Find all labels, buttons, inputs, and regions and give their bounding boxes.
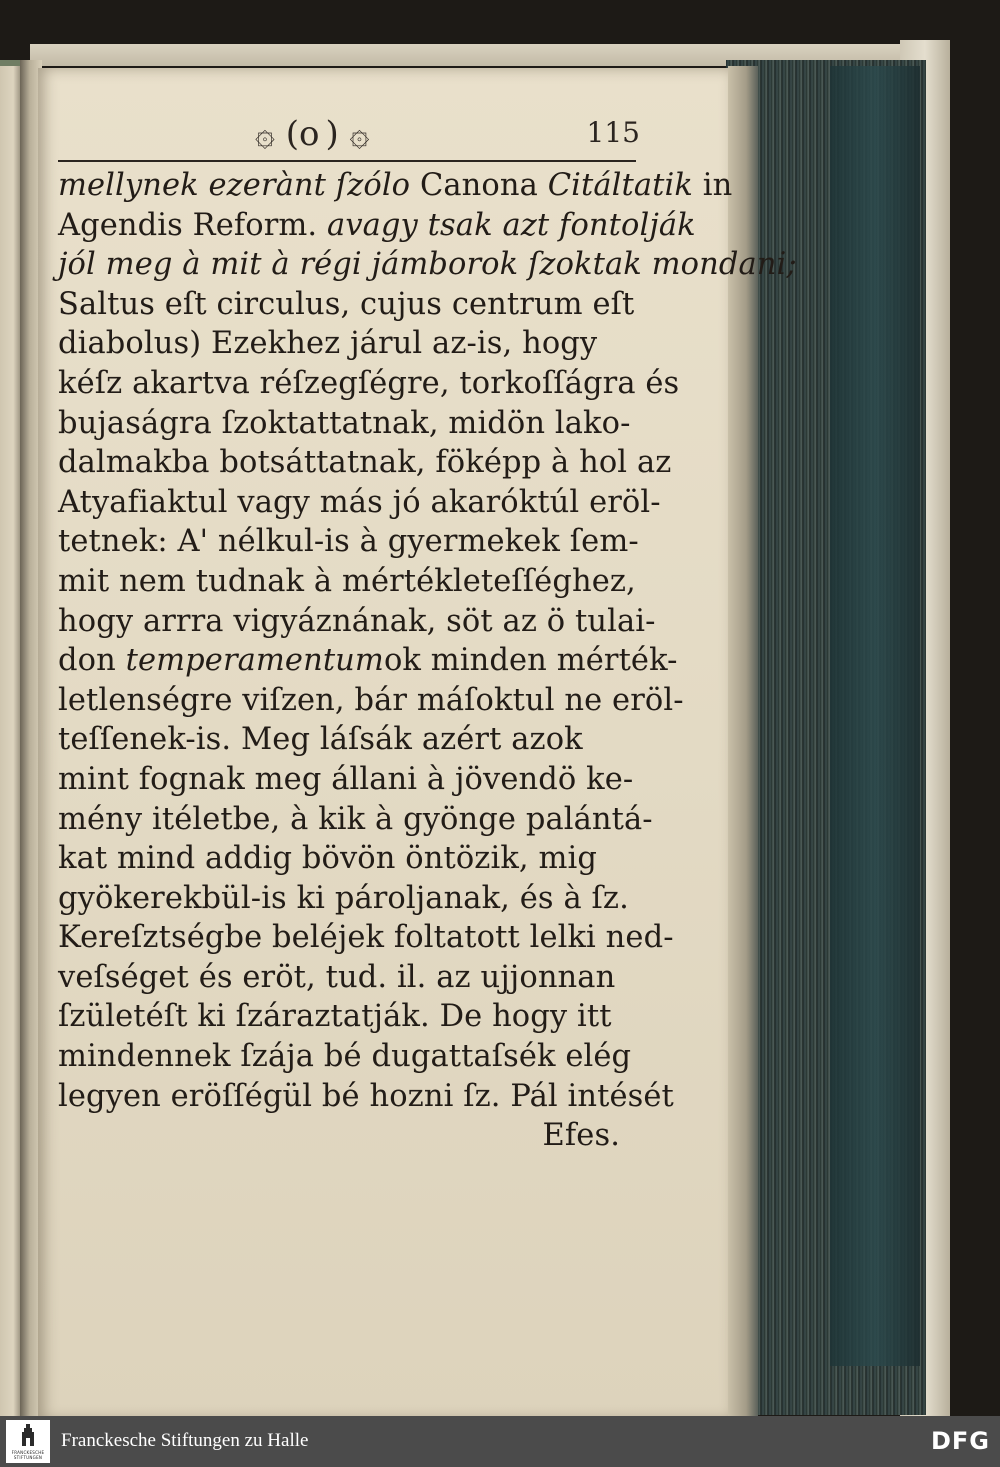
text-line <box>58 602 658 642</box>
roman-segment: kéſz akartva réſzegſégre, torkoſſágra és <box>58 365 680 401</box>
text-line <box>58 364 680 404</box>
roman-segment: gyökerekbül-is ki pároljanak, és à ſz. <box>58 880 629 916</box>
text-line <box>58 879 658 919</box>
roman-segment: ok minden mérték- <box>383 643 678 679</box>
roman-segment: mit nem tudnak à mértékleteſſéghez, <box>58 563 636 599</box>
roman-segment: Kereſztségbe beléjek foltatott lelki ned- <box>58 920 674 956</box>
roman-segment: ſzületéſt ki ſzáraztatják. De hogy itt <box>58 999 612 1035</box>
text-line <box>58 562 658 602</box>
roman-segment: Saltus eſt circulus, cujus centrum eſt <box>58 286 635 322</box>
roman-segment: don <box>58 643 126 679</box>
italic-segment: temperamentum <box>125 643 384 679</box>
logo-caption: FRANCKESCHE STIFTUNGEN <box>11 1450 45 1460</box>
header-ornament: ۞ (o) ۞ <box>255 114 370 154</box>
running-head <box>58 112 658 160</box>
roman-segment: mint fognak meg állani à jövendö ke- <box>58 761 634 797</box>
text-line <box>58 522 658 562</box>
italic-segment: mellynek ezerànt ſzólo <box>58 168 420 203</box>
roman-segment: letlenségre viſzen, bár máſoktul ne eröl- <box>58 682 684 718</box>
text-line <box>58 800 658 840</box>
text-line <box>58 285 658 325</box>
roman-segment: Efes. <box>542 1118 620 1154</box>
roman-segment: tetnek: A' nélkul-is à gyermekek ſem- <box>58 524 639 560</box>
text-line <box>58 404 658 444</box>
italic-segment: Citáltatik <box>547 168 703 203</box>
text-line <box>58 1077 674 1117</box>
institution-name[interactable]: Franckesche Stiftungen zu Halle <box>61 1430 309 1451</box>
roman-segment: hogy arrra vigyáznának, söt az ö tulai- <box>58 603 656 639</box>
roman-segment: Agendis Reform. <box>58 207 328 243</box>
text-line <box>58 206 696 246</box>
roman-segment: Atyafiaktul vagy más jó akaróktúl eröl- <box>58 484 661 520</box>
text-line <box>58 918 674 958</box>
dfg-logo[interactable]: DFG <box>930 1427 990 1455</box>
roman-segment: teſſenek-is. Meg láſsák azért azok <box>58 722 583 758</box>
text-line <box>58 997 658 1037</box>
roman-segment: mény itéletbe, à kik à gyönge palántá- <box>58 801 653 837</box>
roman-segment: kat mind addig bövön öntözik, mig <box>58 841 598 877</box>
text-line <box>58 839 658 879</box>
footer-bar <box>0 1416 1000 1467</box>
roman-segment: diabolus) Ezekhez járul az-is, hogy <box>58 326 598 362</box>
italic-segment: avagy tsak azt fontolják <box>327 207 696 243</box>
text-line <box>58 443 672 483</box>
text-line <box>58 958 658 998</box>
roman-segment: legyen eröſſégül bé hozni ſz. Pál intését <box>58 1078 674 1114</box>
roman-segment: veſséget és eröt, tud. il. az ujjonnan <box>58 959 616 995</box>
tower-icon <box>20 1424 36 1448</box>
text-line <box>58 720 658 760</box>
text-line <box>58 641 678 681</box>
left-facing-page <box>0 66 22 1416</box>
text-line <box>58 1037 658 1077</box>
roman-segment: dalmakba botsáttatnak, föképp à hol az <box>58 445 672 481</box>
text-line <box>58 166 733 206</box>
roman-segment: mindennek ſzája bé dugattaſsék elég <box>58 1039 632 1075</box>
page-edges-shadow <box>830 66 920 1366</box>
text-line <box>58 760 658 800</box>
text-line <box>58 324 658 364</box>
page-text-block <box>58 112 797 1156</box>
roman-segment: in <box>702 168 733 203</box>
text-line <box>58 483 661 523</box>
body-text <box>58 166 797 1156</box>
page-number: 115 <box>586 116 640 149</box>
header-rule <box>58 160 636 162</box>
roman-segment: Canona <box>419 168 548 203</box>
text-line <box>58 1116 658 1156</box>
franckesche-logo[interactable] <box>6 1420 50 1463</box>
text-line <box>58 681 684 721</box>
italic-segment: jól meg à mit à régi jámborok ſzoktak mondani; <box>58 247 797 283</box>
text-line <box>58 245 797 285</box>
roman-segment: bujaságra ſzoktattatnak, midön lako- <box>58 405 631 441</box>
